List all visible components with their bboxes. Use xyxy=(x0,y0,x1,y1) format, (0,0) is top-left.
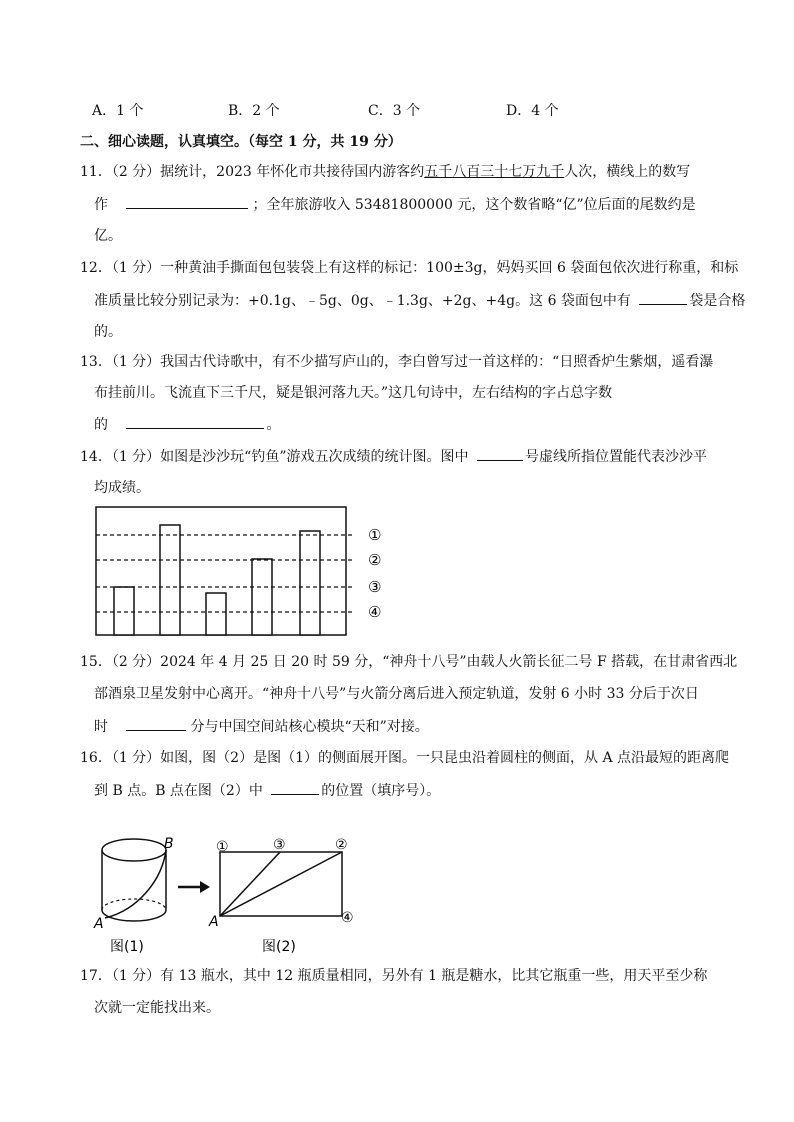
section-title: 二、细心读题，认真填空。（每空 1 分，共 19 分） xyxy=(80,134,402,150)
bar-4 xyxy=(252,559,272,635)
q11-underlined-number-words: 五千八百三十七万九千 xyxy=(424,164,565,180)
q15-answer-blank[interactable] xyxy=(126,716,186,731)
q15-number: 15． xyxy=(80,654,112,670)
q14-number: 14． xyxy=(80,449,112,465)
q14-line1 xyxy=(80,446,707,468)
q16-line1 xyxy=(80,748,729,770)
q11-text-1a: （2 分）据统计，2023 年怀化市共接待国内游客约 xyxy=(111,164,425,180)
q12-answer-blank[interactable] xyxy=(639,290,687,305)
q17-line2 xyxy=(94,998,220,1020)
q14-text-1b: 号虚线所指位置能代表沙沙平 xyxy=(524,449,707,465)
q13-answer-blank[interactable] xyxy=(126,414,264,429)
q11-text-2b: ；全年旅游收入 53481800000 元，这个数省略“亿”位后面的尾数约是 xyxy=(252,197,696,213)
point-a-fig2: A xyxy=(209,914,219,930)
q12-number: 12． xyxy=(80,260,112,276)
q13-number: 13． xyxy=(80,354,112,370)
reference-label-2: ② xyxy=(368,551,382,569)
arrow-icon xyxy=(178,881,210,893)
bar-3 xyxy=(206,593,226,635)
q13-line3 xyxy=(94,414,280,436)
cylinder-figure xyxy=(93,836,174,955)
q11-line2 xyxy=(94,194,696,216)
point-b-fig1: B xyxy=(164,836,174,852)
q15-text-3a: 时 xyxy=(94,719,108,735)
fig1-caption: 图(1) xyxy=(110,939,144,955)
q11-line3 xyxy=(94,226,122,248)
q11-answer-blank-1[interactable] xyxy=(126,194,248,209)
q16-text-2a: 到 B 点。B 点在图（2）中 xyxy=(94,783,263,799)
q17-line1 xyxy=(80,966,707,988)
q17-text-1: （1 分）有 13 瓶水，其中 12 瓶质量相同，另外有 1 瓶是糖水，比其它瓶重一些，用天平至少称 xyxy=(111,968,708,984)
q16-text-1: （1 分）如图，图（2）是图（1）的侧面展开图。一只昆虫沿着圆柱的侧面，从 A 点沿最短的距离爬 xyxy=(111,750,730,766)
fig2-caption: 图(2) xyxy=(262,939,296,955)
bar-1 xyxy=(114,587,134,635)
option-a: A．1 个 xyxy=(92,103,144,119)
q13-text-1: （1 分）我国古代诗歌中，有不少描写庐山的，李白曾写过一首这样的：“日照香炉生紫烟，遥看瀑 xyxy=(111,354,714,370)
q13-line2 xyxy=(94,383,612,405)
q12-line2 xyxy=(94,290,745,312)
q11-text-1b: 人次，横线上的数写 xyxy=(564,164,691,180)
q17-text-2: 次就一定能找出来。 xyxy=(94,1000,220,1016)
q15-text-3b: 分与中国空间站核心模块“天和”对接。 xyxy=(190,719,429,735)
q16-answer-blank[interactable] xyxy=(271,780,319,795)
q16-text-2b: 的位置（填序号）。 xyxy=(321,783,441,799)
q15-text-2: 部酒泉卫星发射中心离开。“神舟十八号”与火箭分离后进入预定轨道，发射 6 小时 33 分后于次日 xyxy=(94,686,699,702)
fishing-score-chart xyxy=(92,503,412,641)
option-c: C．3 个 xyxy=(368,103,421,119)
marker-1: ① xyxy=(216,839,229,855)
marker-4: ④ xyxy=(341,910,354,926)
q16-number: 16． xyxy=(80,750,112,766)
bar-2 xyxy=(160,525,180,635)
q15-line3 xyxy=(94,716,429,738)
marker-2: ② xyxy=(335,837,348,853)
q15-line1 xyxy=(80,652,737,674)
bar-5 xyxy=(300,531,320,635)
q13-text-3b: 。 xyxy=(266,417,281,433)
q12-line3 xyxy=(94,322,122,344)
reference-label-4: ④ xyxy=(368,603,382,621)
q15-line2 xyxy=(94,684,699,706)
option-d: D．4 个 xyxy=(506,103,559,119)
q12-text-1: （1 分）一种黄油手撕面包包装袋上有这样的标记：100±3g，妈妈买回 6 袋面包依次进行称重，和标 xyxy=(111,260,739,276)
q16-line2 xyxy=(94,780,440,802)
q12-text-2a: 准质量比较分别记录为：+0.1g、﹣5g、0g、﹣1.3g、+2g、+4g。这 6 袋面包中有 xyxy=(94,293,631,309)
q11-number: 11． xyxy=(80,164,112,180)
q13-line1 xyxy=(80,352,713,374)
q11-line1 xyxy=(80,162,690,184)
reference-label-3: ③ xyxy=(368,578,382,596)
q14-text-1a: （1 分）如图是沙沙玩“钓鱼”游戏五次成绩的统计图。图中 xyxy=(111,449,469,465)
q12-text-2b: 袋是合格 xyxy=(689,293,746,309)
q14-answer-blank[interactable] xyxy=(477,446,523,461)
cylinder-figures xyxy=(88,830,368,960)
q13-text-2: 布挂前川。飞流直下三千尺，疑是银河落九天。”这几句诗中，左右结构的字占总字数 xyxy=(94,385,613,401)
q14-text-2: 均成绩。 xyxy=(94,480,150,496)
point-a-fig1: A xyxy=(94,916,104,932)
unrolled-rectangle-figure xyxy=(208,837,354,955)
option-b: B．2 个 xyxy=(228,103,280,119)
options-row xyxy=(92,100,692,122)
q15-text-1: （2 分）2024 年 4 月 25 日 20 时 59 分，“神舟十八号”由载人火箭长征二号 F 搭载，在甘肃省西北 xyxy=(111,654,738,670)
insect-path xyxy=(105,850,166,918)
q12-text-3: 的。 xyxy=(94,324,122,340)
marker-3: ③ xyxy=(273,837,286,853)
q11-text-3: 亿。 xyxy=(94,228,122,244)
q11-text-2a: 作 xyxy=(94,197,108,213)
q13-text-3a: 的 xyxy=(94,417,108,433)
q12-line1 xyxy=(80,258,738,280)
reference-label-1: ① xyxy=(368,526,382,544)
q17-number: 17． xyxy=(80,968,112,984)
q14-line2 xyxy=(94,478,150,500)
